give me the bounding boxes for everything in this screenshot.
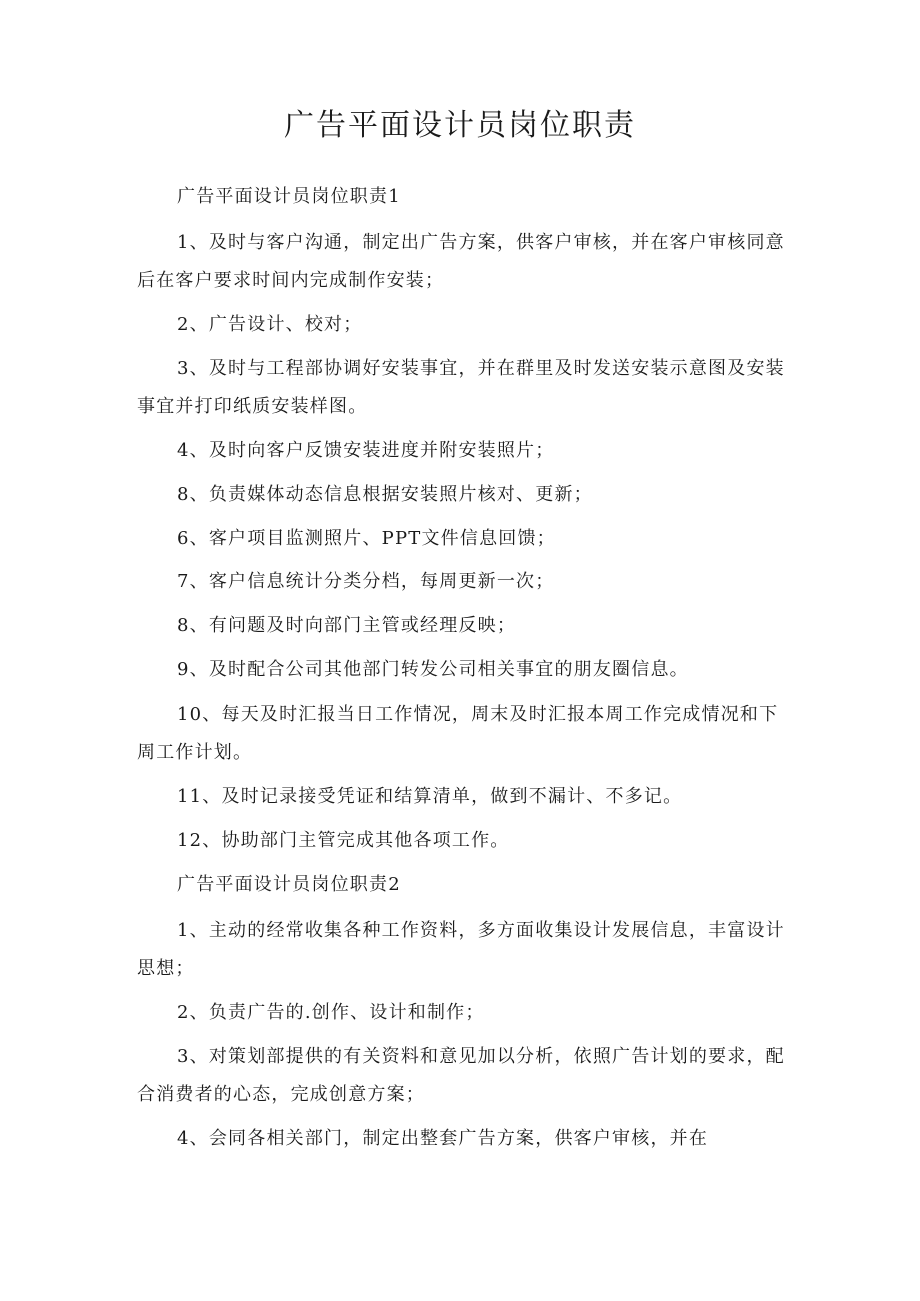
paragraph: 8、有问题及时向部门主管或经理反映； [177, 615, 517, 636]
paragraph: 7、客户信息统计分类分档，每周更新一次； [177, 571, 555, 592]
paragraph: 8、负责媒体动态信息根据安装照片核对、更新； [177, 484, 593, 505]
paragraph: 12、协助部门主管完成其他各项工作。 [177, 830, 510, 851]
paragraph: 3、及时与工程部协调好安装事宜，并在群里及时发送安装示意图及安装事宜并打印纸质安装样图。 [137, 358, 785, 417]
paragraph: 10、每天及时汇报当日工作情况，周末及时汇报本周工作完成情况和下周工作计划。 [137, 704, 779, 763]
paragraph: 3、对策划部提供的有关资料和意见加以分析，依照广告计划的要求，配合消费者的心态，完成创意方案； [137, 1046, 785, 1105]
paragraph: 1、及时与客户沟通，制定出广告方案，供客户审核，并在客户审核同意后在客户要求时间内完成制作安装； [137, 232, 785, 291]
paragraph: 2、广告设计、校对； [177, 314, 363, 335]
paragraph: 1、主动的经常收集各种工作资料，多方面收集设计发展信息，丰富设计思想； [137, 920, 785, 979]
paragraph: 9、及时配合公司其他部门转发公司相关事宜的朋友圈信息。 [177, 659, 689, 680]
section-heading-2: 广告平面设计员岗位职责2 [177, 874, 401, 895]
paragraph: 6、客户项目监测照片、PPT文件信息回馈； [177, 528, 556, 549]
document-title: 广告平面设计员岗位职责 [284, 108, 636, 143]
paragraph: 2、负责广告的.创作、设计和制作； [177, 1002, 485, 1023]
paragraph: 4、会同各相关部门，制定出整套广告方案，供客户审核，并在 [177, 1128, 709, 1149]
paragraph: 11、及时记录接受凭证和结算清单，做到不漏计、不多记。 [177, 786, 683, 807]
section-heading-1: 广告平面设计员岗位职责1 [177, 186, 401, 207]
paragraph: 4、及时向客户反馈安装进度并附安装照片； [177, 440, 555, 461]
